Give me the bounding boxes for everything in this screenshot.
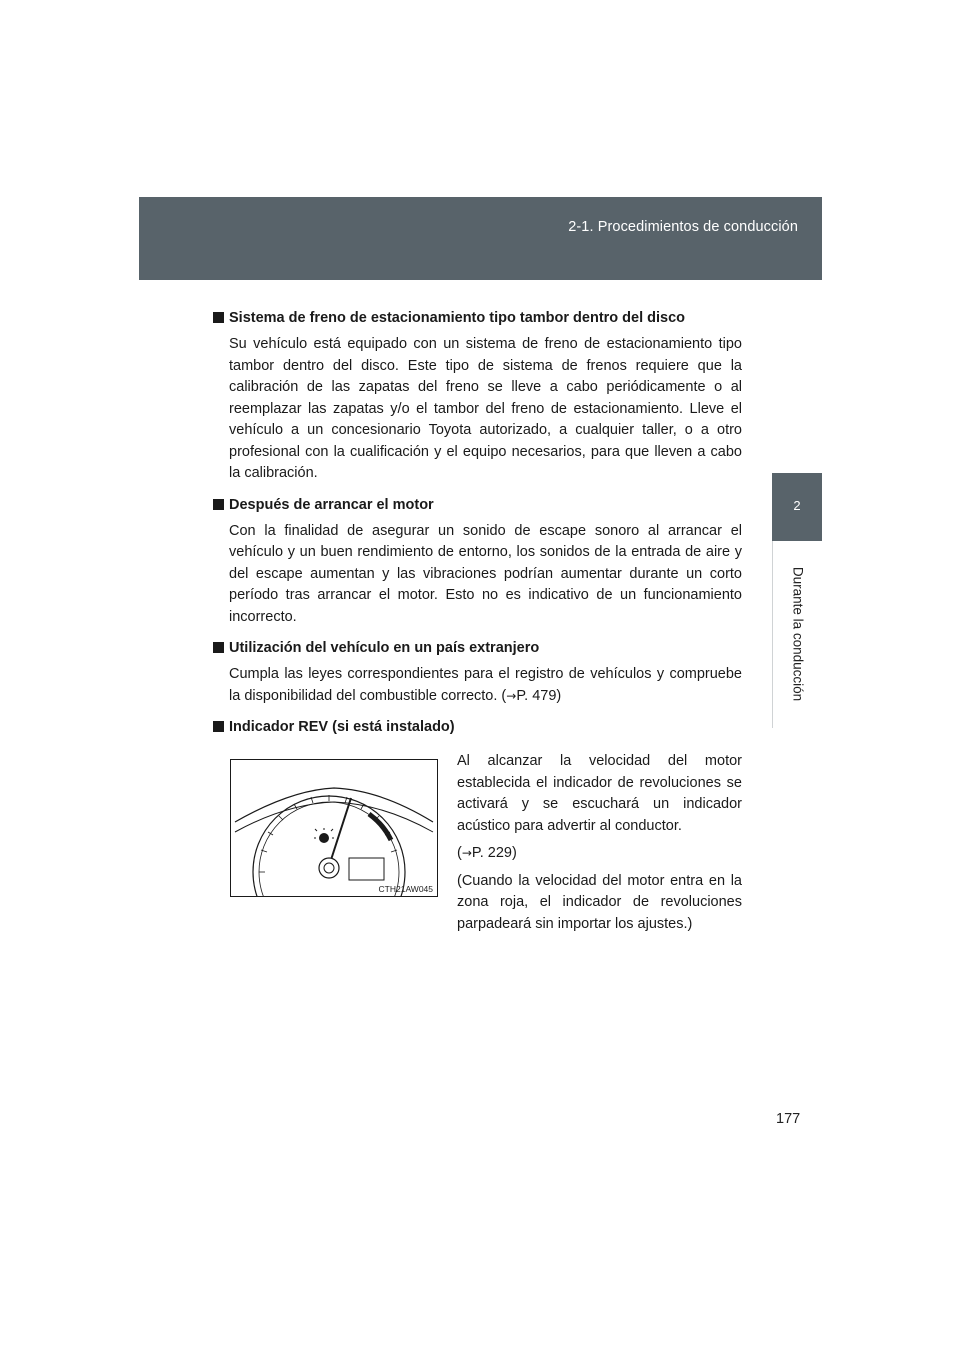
rev-body-2: (Cuando la velocidad del motor entra en la zona roja, el indicador de revoluciones parpadeará sin importar los ajustes.) — [457, 872, 742, 932]
page-reference: P. 479) — [516, 687, 562, 704]
tachometer-illustration — [230, 759, 438, 897]
section-parking-brake — [212, 308, 742, 485]
page-content — [212, 308, 742, 937]
figure-code: CTH21AW045 — [378, 884, 433, 894]
section-title-header: 2-1. Procedimientos de conducción — [568, 219, 798, 235]
section-heading: Sistema de freno de estacionamiento tipo tambor dentro del disco — [212, 308, 742, 328]
square-bullet-icon — [213, 499, 224, 510]
section-foreign-country — [212, 638, 742, 707]
section-heading: Utilización del vehículo en un país extranjero — [212, 638, 742, 658]
rev-description — [457, 751, 742, 941]
chapter-tab-label-area — [772, 541, 823, 728]
section-after-start — [212, 495, 742, 629]
reference-arrow-icon: → — [506, 688, 517, 703]
rev-body-1: Al alcanzar la velocidad del motor establecida el indicador de revoluciones se activará y se escuchará un indicador acústico para advertir al conductor. — [457, 753, 742, 834]
section-body: Con la finalidad de asegurar un sonido de escape sonoro al arrancar el vehículo y un buen rendimiento de entorno, los sonidos de la entrada de aire y del escape aumentan y las vibraciones podrían aumentar durante un corto período tras arrancar el motor. Esto no es indicativo de un funcionamiento incorrecto. — [229, 522, 742, 625]
rev-reference: (→P. 229) — [457, 845, 517, 861]
section-heading: Indicador REV (si está instalado) — [212, 717, 742, 737]
square-bullet-icon — [213, 642, 224, 653]
rev-indicator-block — [212, 753, 742, 937]
section-body: Cumpla las leyes correspondientes para el registro de vehículos y compruebe la disponibilidad del combustible correcto. (→P. 479) — [229, 666, 742, 704]
page-number: 177 — [776, 1111, 801, 1127]
chapter-number: 2 — [793, 498, 801, 513]
square-bullet-icon — [213, 721, 224, 732]
section-body: Su vehículo está equipado con un sistema de freno de estacionamiento tipo tambor dentro del disco. Este tipo de sistema de frenos requiere que la calibración de las zapatas del freno se lleve a cabo periódicamente o al reemplazar las zapatas y/o el tambor del freno de estacionamiento. Lleve el vehículo a un concesionario Toyota autorizado, a cualquier taller, o a otro profesional con la cualificación y el equipo necesarios, para que lleven a cabo la calibración. — [229, 336, 742, 481]
section-heading: Después de arrancar el motor — [212, 495, 742, 515]
chapter-label: Durante la conducción — [790, 566, 806, 702]
chapter-header-band — [139, 197, 822, 280]
reference-arrow-icon: → — [461, 846, 472, 860]
square-bullet-icon — [213, 312, 224, 323]
chapter-tab — [772, 473, 822, 541]
section-rev-indicator — [212, 717, 742, 937]
tachometer-drawing — [231, 760, 437, 896]
